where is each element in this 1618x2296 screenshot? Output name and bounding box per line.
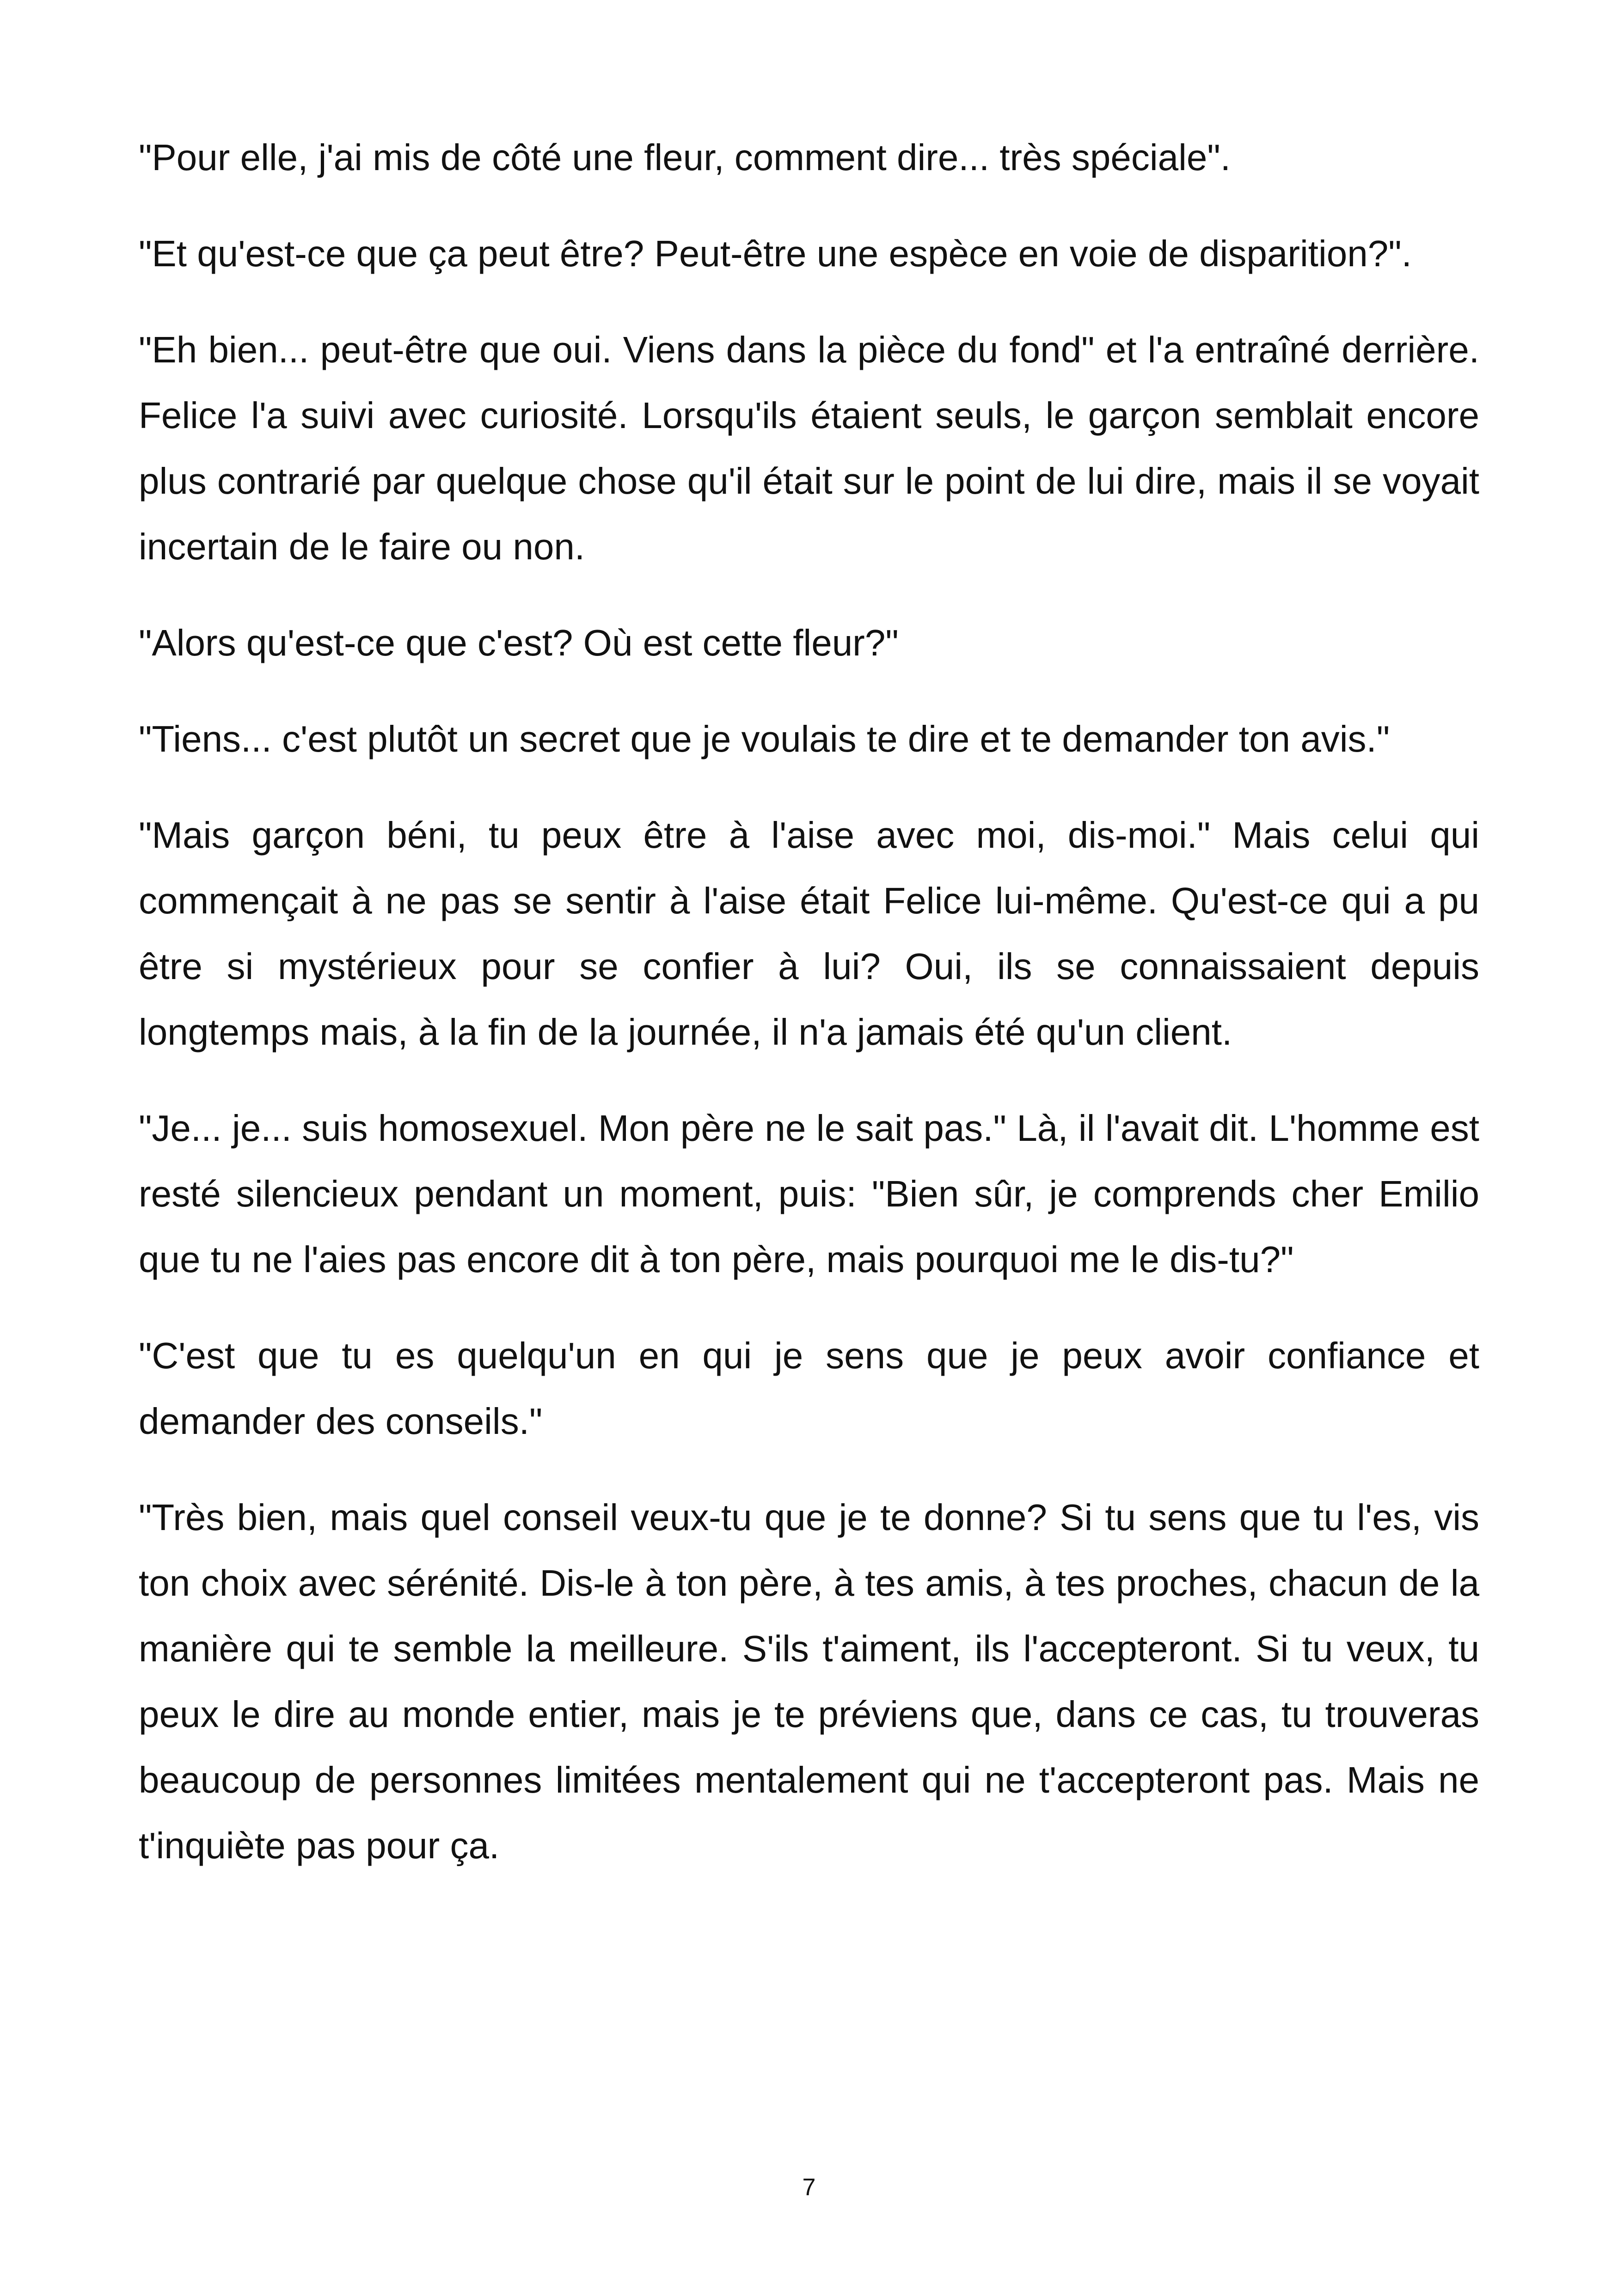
paragraph-3: "Eh bien... peut-être que oui. Viens dans la pièce du fond" et l'a entraîné derrière. Felice l'a suivi avec curiosité. Lorsqu'ils étaient seuls, le garçon semblait encore plus contrarié par quelque chose qu'il était sur le point de lui dire, mais il se voyait incertain de le faire ou non. [139,329,1479,567]
paragraph-4: "Alors qu'est-ce que c'est? Où est cette fleur?" [139,622,899,663]
paragraph-8: "C'est que tu es quelqu'un en qui je sens que je peux avoir confiance et demander des conseils." [139,1335,1479,1442]
paragraph-5: "Tiens... c'est plutôt un secret que je voulais te dire et te demander ton avis." [139,718,1390,759]
page-number: 7 [802,2174,816,2201]
paragraph-6: "Mais garçon béni, tu peux être à l'aise avec moi, dis-moi." Mais celui qui commençait à ne pas se sentir à l'aise était Felice lui-même. Qu'est-ce qui a pu être si mystérieux pour se confier à lui? Oui, ils se connaissaient depuis longtemps mais, à la fin de la journée, il n'a jamais été qu'un client. [139,814,1479,1053]
paragraph-2: "Et qu'est-ce que ça peut être? Peut-être une espèce en voie de disparition?". [139,233,1412,274]
paragraph-9: "Très bien, mais quel conseil veux-tu que je te donne? Si tu sens que tu l'es, vis ton choix avec sérénité. Dis-le à ton père, à tes amis, à tes proches, chacun de la manière qui te semble la meilleure. S'ils t'aiment, ils l'accepteront. Si tu veux, tu peux le dire au monde entier, mais je te préviens que, dans ce cas, tu trouveras beaucoup de personnes limitées mentalement qui ne t'accepteront pas. Mais ne t'inquiète pas pour ça. [139,1497,1479,1866]
paragraph-1: "Pour elle, j'ai mis de côté une fleur, comment dire... très spéciale". [139,137,1231,178]
paragraph-7: "Je... je... suis homosexuel. Mon père ne le sait pas." Là, il l'avait dit. L'homme est resté silencieux pendant un moment, puis: "Bien sûr, je comprends cher Emilio que tu ne l'aies pas encore dit à ton père, mais pourquoi me le dis-tu?" [139,1108,1479,1280]
body-text [139,125,1479,1909]
